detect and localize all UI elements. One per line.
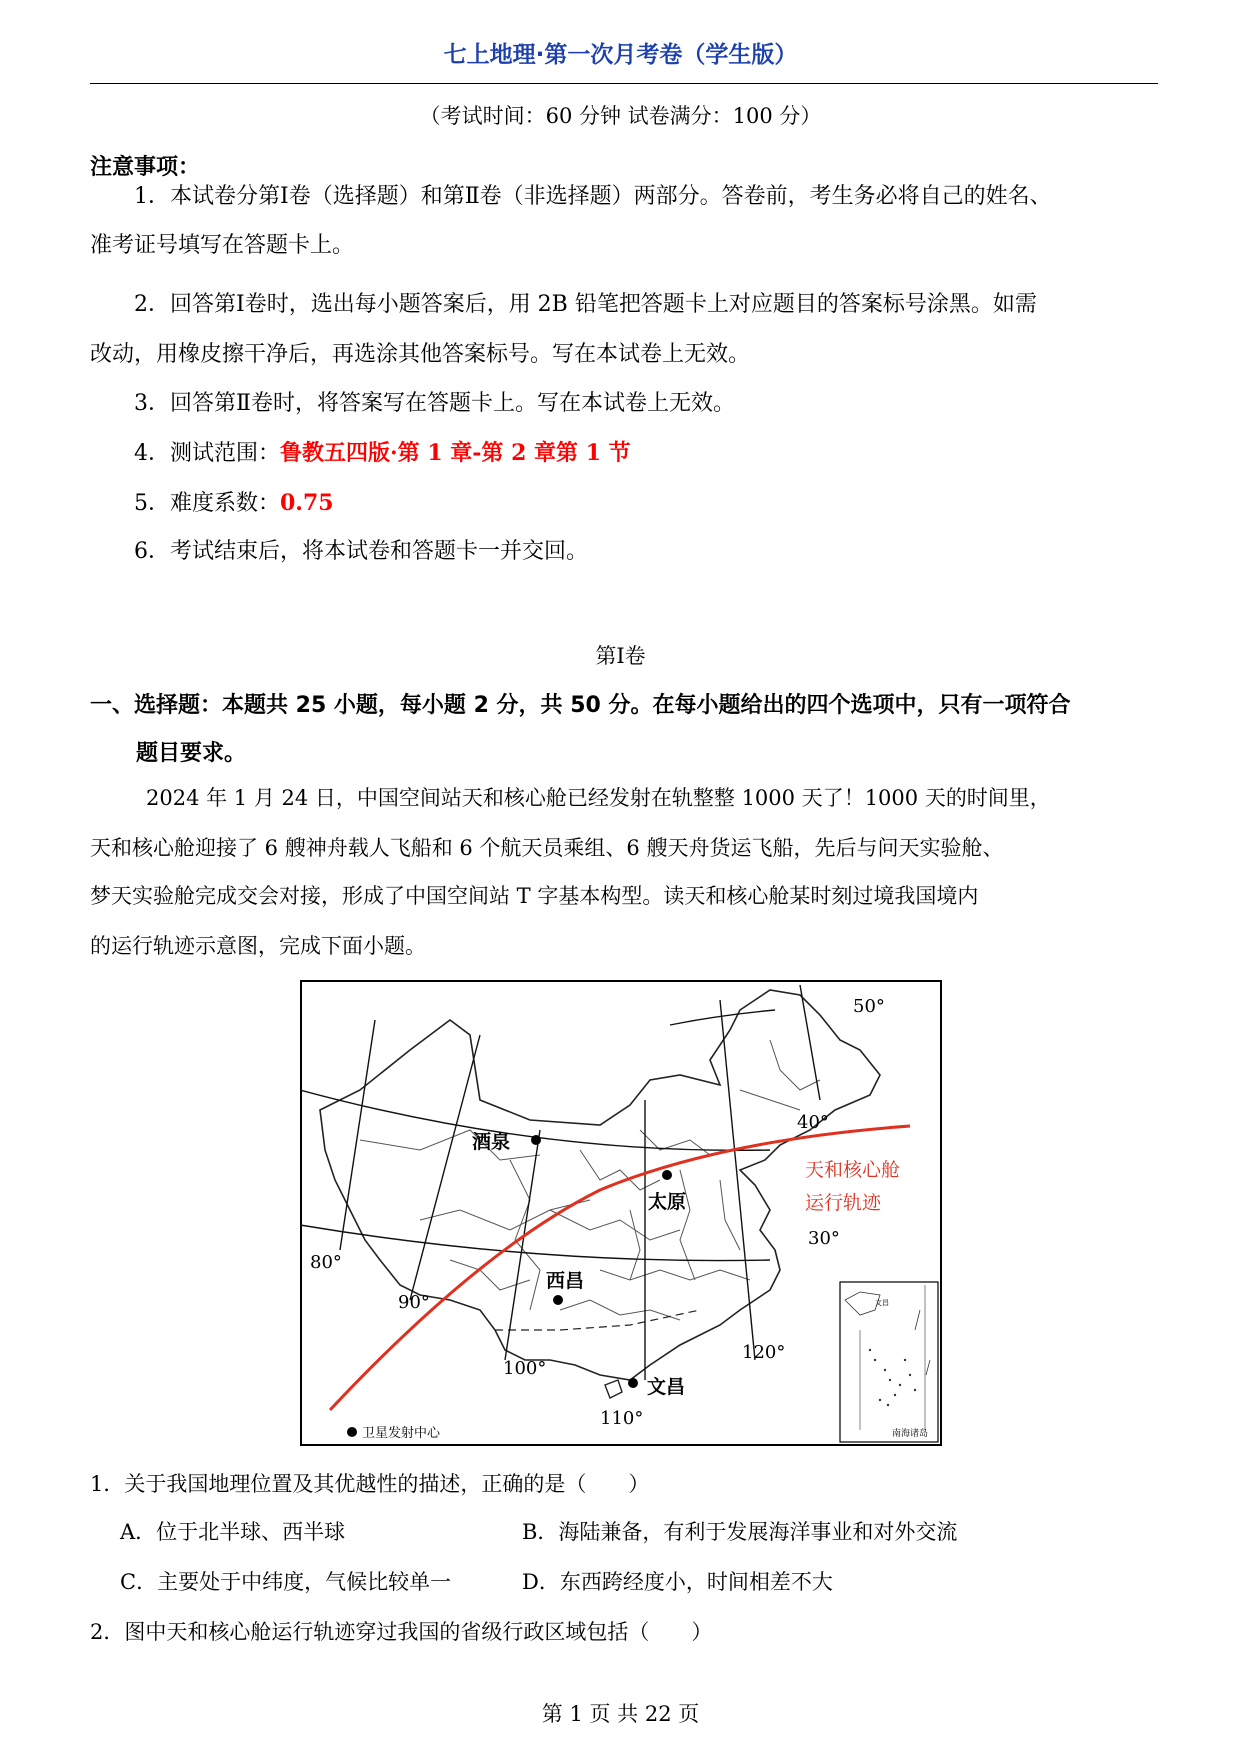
- section-title: 第Ⅰ卷: [595, 644, 646, 668]
- note-item-5: [134, 481, 334, 526]
- passage-line-2: 天和核心舱迎接了 6 艘神舟载人飞船和 6 个航天员乘组、6 艘天舟货运飞船，先后与问天实验舱、: [90, 836, 1004, 860]
- passage-line-1: 2024 年 1 月 24 日，中国空间站天和核心舱已经发射在轨整整 1000 天了！1000 天的时间里，: [146, 786, 1051, 810]
- note-item-4: [134, 431, 631, 476]
- document-header-title: 七上地理·第一次月考卷（学生版）: [443, 42, 798, 68]
- note-item-4-label: 4．测试范围：: [134, 441, 280, 466]
- orbit-map: [300, 980, 942, 1446]
- xichang-dot: [553, 1295, 563, 1305]
- inset-label: 南海诸岛: [892, 1429, 929, 1439]
- difficulty-value: 0.75: [280, 490, 334, 516]
- lat-50-label: 50°: [853, 996, 885, 1017]
- section-heading: 一、选择题：本题共 25 小题，每小题 2 分，共 50 分。在每小题给出的四个选项中，只有一项符合: [90, 693, 1071, 718]
- lon-110-label: 110°: [600, 1408, 644, 1429]
- passage-line-3: 梦天实验舱完成交会对接，形成了中国空间站 T 字基本构型。读天和核心舱某时刻过境我国境内: [90, 884, 979, 908]
- lon-90-label: 90°: [398, 1292, 430, 1313]
- taiyuan-dot: [662, 1170, 672, 1180]
- question-1-option-a: A．位于北半球、西半球: [120, 1520, 346, 1544]
- lon-120-label: 120°: [742, 1342, 786, 1363]
- note-item-2-cont: 改动，用橡皮擦干净后，再选涂其他答案标号。写在本试卷上无效。: [90, 342, 751, 367]
- wenchang-label: 文昌: [647, 1376, 686, 1398]
- question-2-stem: 2．图中天和核心舱运行轨迹穿过我国的省级行政区域包括（ ）: [90, 1620, 713, 1644]
- taiyuan-label: 太原: [648, 1191, 687, 1213]
- jiuquan-label: 酒泉: [472, 1131, 511, 1153]
- section-heading-cont: 题目要求。: [136, 741, 247, 766]
- note-item-1: 1．本试卷分第Ⅰ卷（选择题）和第Ⅱ卷（非选择题）两部分。答卷前，考生务必将自己的姓名、: [134, 184, 1052, 209]
- question-1-option-d: D．东西跨经度小，时间相差不大: [522, 1570, 833, 1594]
- legend-dot: [347, 1427, 357, 1437]
- question-1-option-c: C．主要处于中纬度，气候比较单一: [120, 1570, 452, 1594]
- orbit-label-line1: 天和核心舱: [805, 1159, 901, 1181]
- xichang-label: 西昌: [546, 1270, 585, 1292]
- question-1-option-b: B．海陆兼备，有利于发展海洋事业和对外交流: [522, 1520, 958, 1544]
- inset-city-label: 文昌: [875, 1299, 889, 1307]
- notes-heading: 注意事项：: [90, 155, 201, 180]
- note-item-3: 3．回答第Ⅱ卷时，将答案写在答题卡上。写在本试卷上无效。: [134, 391, 735, 416]
- page-footer: 第 1 页 共 22 页: [541, 1702, 700, 1726]
- lon-100-label: 100°: [503, 1358, 547, 1379]
- orbit-label-line2: 运行轨迹: [805, 1192, 882, 1214]
- question-1-stem: 1．关于我国地理位置及其优越性的描述，正确的是（ ）: [90, 1472, 650, 1496]
- exam-info: （考试时间：60 分钟 试卷满分：100 分）: [419, 104, 822, 128]
- test-scope-value: 鲁教五四版·第 1 章-第 2 章第 1 节: [280, 440, 631, 466]
- note-item-1-cont: 准考证号填写在答题卡上。: [90, 233, 355, 258]
- note-item-6: 6．考试结束后，将本试卷和答题卡一并交回。: [134, 539, 588, 564]
- lon-80-label: 80°: [310, 1252, 342, 1273]
- wenchang-dot: [628, 1378, 638, 1388]
- passage-line-4: 的运行轨迹示意图，完成下面小题。: [90, 934, 426, 958]
- jiuquan-dot: [531, 1135, 541, 1145]
- lat-30-label: 30°: [808, 1228, 840, 1249]
- note-item-5-label: 5．难度系数：: [134, 491, 280, 516]
- lat-40-label: 40°: [797, 1112, 829, 1133]
- header-rule: [90, 83, 1158, 84]
- legend-label: 卫星发射中心: [362, 1426, 441, 1441]
- inset-frame: [840, 1282, 938, 1442]
- note-item-2: 2．回答第Ⅰ卷时，选出每小题答案后，用 2B 铅笔把答题卡上对应题目的答案标号涂黑。如需: [134, 292, 1037, 317]
